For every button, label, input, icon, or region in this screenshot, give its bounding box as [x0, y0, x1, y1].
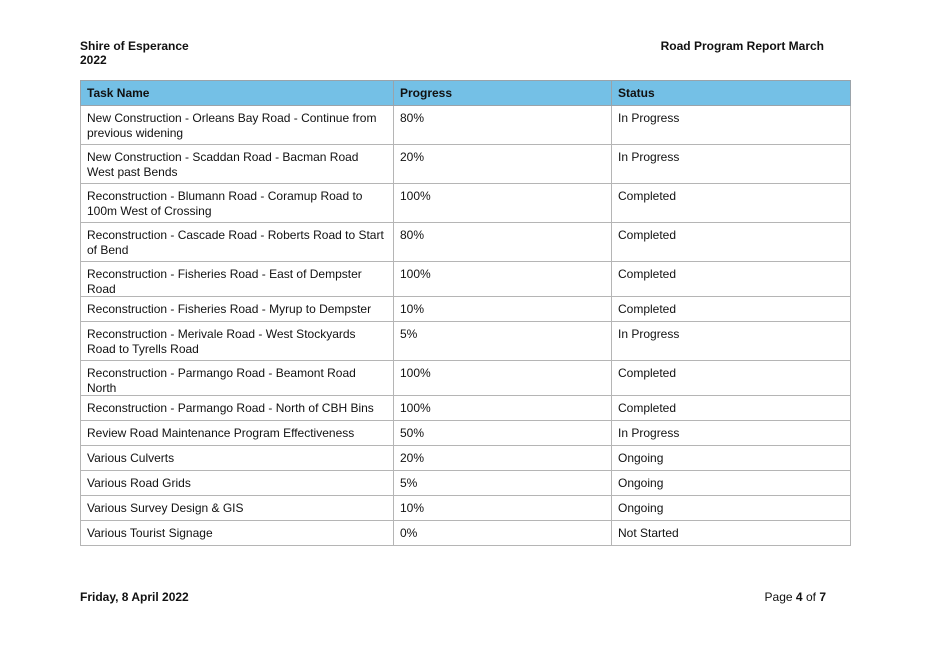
page-current: 4	[795, 590, 803, 604]
status-cell: Completed	[612, 262, 851, 297]
progress-cell: 0%	[394, 521, 612, 546]
table-header-row	[81, 81, 851, 106]
column-header-status: Status	[612, 81, 851, 106]
task-name-cell: Reconstruction - Fisheries Road - Myrup to Dempster	[81, 297, 394, 322]
table-row	[81, 184, 851, 223]
table-row	[81, 297, 851, 322]
table-row	[81, 521, 851, 546]
table-row	[81, 396, 851, 421]
footer-page-number	[765, 590, 826, 604]
task-name-cell: Reconstruction - Cascade Road - Roberts Road to Start of Bend	[81, 223, 394, 262]
table-row	[81, 421, 851, 446]
page-label: Page	[764, 590, 793, 604]
status-cell: In Progress	[612, 145, 851, 184]
progress-cell: 20%	[394, 145, 612, 184]
task-name-cell: Reconstruction - Blumann Road - Coramup Road to 100m West of Crossing	[81, 184, 394, 223]
status-cell: Not Started	[612, 521, 851, 546]
page-total: 7	[819, 590, 826, 604]
report-year: 2022	[80, 53, 107, 67]
progress-cell: 5%	[394, 322, 612, 361]
progress-cell: 50%	[394, 421, 612, 446]
table-row	[81, 322, 851, 361]
progress-cell: 5%	[394, 471, 612, 496]
table-row	[81, 145, 851, 184]
task-name-cell: Various Tourist Signage	[81, 521, 394, 546]
task-name-cell: Various Survey Design & GIS	[81, 496, 394, 521]
status-cell: In Progress	[612, 421, 851, 446]
progress-cell: 100%	[394, 361, 612, 396]
table-row	[81, 496, 851, 521]
task-name-cell: Reconstruction - Parmango Road - Beamont Road North	[81, 361, 394, 396]
table-row	[81, 223, 851, 262]
column-header-progress: Progress	[394, 81, 612, 106]
status-cell: In Progress	[612, 322, 851, 361]
progress-cell: 10%	[394, 496, 612, 521]
progress-cell: 80%	[394, 106, 612, 145]
status-cell: In Progress	[612, 106, 851, 145]
task-name-cell: New Construction - Orleans Bay Road - Continue from previous widening	[81, 106, 394, 145]
task-name-cell: Reconstruction - Parmango Road - North of CBH Bins	[81, 396, 394, 421]
progress-cell: 100%	[394, 262, 612, 297]
progress-cell: 80%	[394, 223, 612, 262]
status-cell: Ongoing	[612, 471, 851, 496]
task-name-cell: Various Culverts	[81, 446, 394, 471]
progress-cell: 100%	[394, 184, 612, 223]
table-row	[81, 446, 851, 471]
task-name-cell: Review Road Maintenance Program Effectiveness	[81, 421, 394, 446]
progress-cell: 100%	[394, 396, 612, 421]
task-name-cell: Reconstruction - Merivale Road - West Stockyards Road to Tyrells Road	[81, 322, 394, 361]
table-row	[81, 471, 851, 496]
report-title: Road Program Report March	[660, 39, 824, 53]
status-cell: Completed	[612, 223, 851, 262]
progress-cell: 20%	[394, 446, 612, 471]
footer-date: Friday, 8 April 2022	[80, 590, 189, 604]
organization-name: Shire of Esperance	[80, 39, 189, 53]
status-cell: Completed	[612, 396, 851, 421]
status-cell: Ongoing	[612, 446, 851, 471]
road-program-table	[80, 80, 851, 546]
table-row	[81, 262, 851, 297]
column-header-task-name: Task Name	[81, 81, 394, 106]
task-name-cell: Reconstruction - Fisheries Road - East of Dempster Road	[81, 262, 394, 297]
status-cell: Ongoing	[612, 496, 851, 521]
table-row	[81, 361, 851, 396]
page-of-label: of	[805, 590, 816, 604]
task-name-cell: New Construction - Scaddan Road - Bacman Road West past Bends	[81, 145, 394, 184]
table-row	[81, 106, 851, 145]
status-cell: Completed	[612, 184, 851, 223]
status-cell: Completed	[612, 297, 851, 322]
report-header-left	[80, 39, 280, 67]
status-cell: Completed	[612, 361, 851, 396]
progress-cell: 10%	[394, 297, 612, 322]
task-name-cell: Various Road Grids	[81, 471, 394, 496]
